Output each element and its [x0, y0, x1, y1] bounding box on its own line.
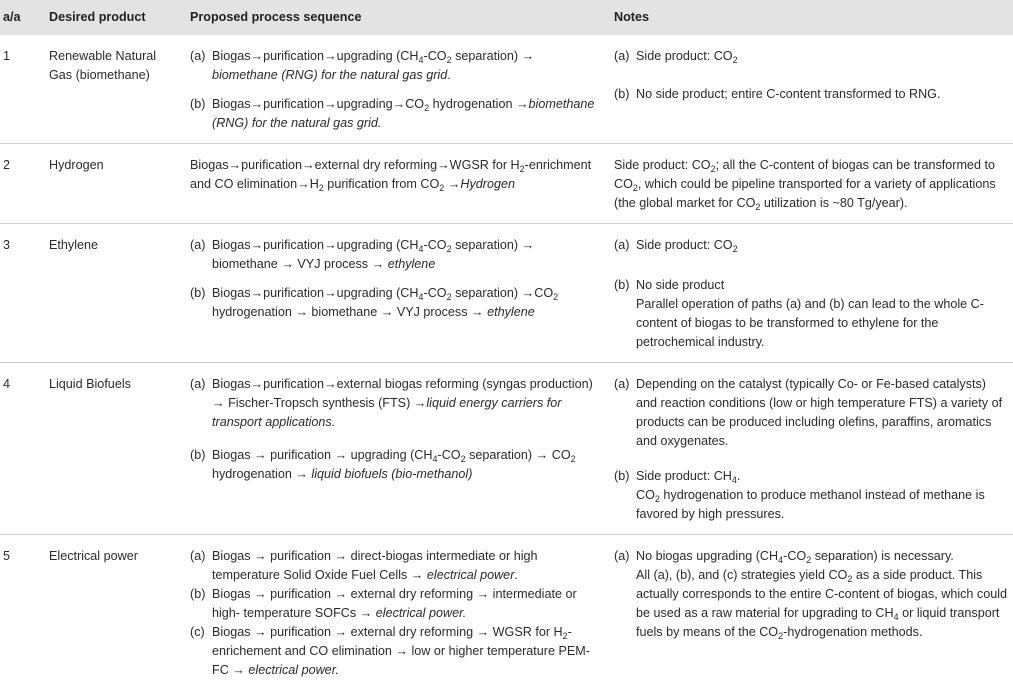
desired-product: Electrical power — [49, 549, 138, 563]
desired-product: Hydrogen — [41, 144, 182, 224]
table-row — [0, 363, 1013, 535]
note-item — [614, 156, 1009, 213]
process-step-text: $Biogas\to purification\to upgrading\to CO_2$ hydrogenation →biomethane (RNG) for the natural gas grid. — [212, 97, 595, 130]
note-item-label: (a) — [614, 238, 630, 252]
process-step — [190, 156, 602, 194]
process-step-text: Biogas → purification → upgrading ($CH_4-CO_2$ separation) → $CO_2$ hydrogenation → liquid biofuels (bio-methanol) — [212, 448, 576, 481]
note-item-text: Side product: $CH_4$. $CO_2$ hydrogenation to produce methanol instead of methane is favored by high pressures. — [636, 469, 985, 521]
notes — [606, 35, 1013, 144]
process-step-label: (b) — [190, 448, 206, 462]
process-step — [190, 375, 602, 432]
process-step-label: (b) — [190, 97, 206, 111]
process-sequence — [182, 35, 606, 144]
process-sequence — [182, 144, 606, 224]
table-row — [0, 224, 1013, 363]
process-step-label: (c) — [190, 625, 205, 639]
note-item — [614, 276, 1009, 352]
process-step-text: Biogas → purification → external dry reforming → WGSR for $H_2$-enrichement and CO elimination → low or higher temperature PEM-FC → electrical power. — [212, 625, 590, 677]
row-number: 4 — [0, 363, 41, 535]
note-item — [614, 467, 1009, 524]
note-item-label: (b) — [614, 469, 630, 483]
process-step-text: Biogas→purification→external dry reforming→WGSR for $H_2$-enrichment and CO $elimination\to H_2$ purification from $CO_2$ →Hydrogen — [190, 158, 592, 193]
row-number: 2 — [0, 144, 41, 224]
process-step — [190, 47, 602, 85]
desired-product: Renewable Natural Gas (biomethane) — [41, 35, 182, 144]
table-row — [0, 144, 1013, 224]
header-process-sequence: Proposed process sequence — [182, 0, 606, 35]
table-row — [0, 535, 1013, 691]
process-step — [190, 95, 602, 133]
note-item-text: No biogas upgrading ($CH_4-CO_2$ separation) is necessary. All (a), (b), and (c) strategies yield $CO_2$ as a side product. This actually corresponds to the entire C-content of biogas, which could be used as a raw material for upgrading to $CH_4$ or liquid transport fuels by means of the $CO_2$-hydrogenation methods. — [636, 549, 1008, 641]
notes — [606, 535, 1013, 691]
process-step-label: (a) — [190, 549, 206, 563]
header-aa: a/a — [0, 0, 41, 35]
desired-product: Liquid Biofuels — [41, 363, 182, 535]
process-step — [190, 547, 602, 585]
process-step-text: Biogas → purification → direct-biogas intermediate or high temperature Solid Oxide Fuel Cells → electrical power. — [212, 549, 538, 582]
process-step-label: (b) — [190, 587, 206, 601]
process-step — [190, 236, 602, 274]
note-item-label: (a) — [614, 549, 630, 563]
note-item-text: Depending on the catalyst (typically Co- or Fe-based catalysts) and reaction conditions (low or high temperature FTS) a variety of products can be produced including olefins, paraffins, aromatics and oxygenates. — [636, 377, 1003, 448]
note-item-text: Side product: $CO_2$; all the C-content of biogas can be transformed to $CO_2$, which could be pipeline transported for a variety of applications (the global market for $CO_2$ utilization is ~80 Tg/year). — [614, 158, 996, 212]
process-step — [190, 623, 602, 680]
process-step-label: (a) — [190, 377, 206, 391]
process-step — [190, 446, 602, 484]
process-step-text: Biogas→purification→external biogas reforming (syngas production) → Fischer-Tropsch synthesis (FTS) →liquid energy carriers for transport applications. — [212, 377, 593, 429]
process-step-text: Biogas→purification→upgrading ($CH_4-CO_2$ separation) $\to CO_2$ hydrogenation → biomethane → VYJ process → ethylene — [212, 286, 559, 319]
note-item — [614, 375, 1009, 451]
note-item — [614, 547, 1009, 642]
row-number: 5 — [3, 549, 11, 563]
notes — [606, 224, 1013, 363]
desired-product: Ethylene — [41, 224, 182, 363]
process-step — [190, 585, 602, 623]
notes — [606, 363, 1013, 535]
process-step-label: (a) — [190, 49, 206, 63]
row-number: 1 — [0, 35, 41, 144]
process-sequence — [182, 363, 606, 535]
process-sequence — [182, 224, 606, 363]
note-item-text: Side product: $CO_2$ — [636, 238, 738, 254]
note-item-label: (b) — [614, 87, 630, 101]
note-item-text: Side product: $CO_2$ — [636, 49, 738, 65]
note-item-text: No side product Parallel operation of paths (a) and (b) can lead to the whole C-content of biogas to be transformed to ethylene for the petrochemical industry. — [636, 278, 984, 349]
note-item-text: No side product; entire C-content transformed to RNG. — [636, 87, 941, 101]
process-step — [190, 284, 602, 322]
header-row — [0, 0, 1013, 35]
process-step-label: (b) — [190, 286, 206, 300]
header-desired-product: Desired product — [41, 0, 182, 35]
note-item — [614, 236, 1009, 255]
note-item — [614, 85, 1009, 104]
note-item-label: (a) — [614, 49, 630, 63]
process-sequence — [182, 535, 606, 691]
note-item-label: (a) — [614, 377, 630, 391]
process-step-text: Biogas → purification → external dry reforming → intermediate or high- temperature SOFCs → electrical power. — [212, 587, 577, 620]
process-step-label: (a) — [190, 238, 206, 252]
process-step-text: Biogas→purification→upgrading ($CH_4-CO_2$ separation) → biomethane → VYJ process → ethylene — [212, 238, 535, 271]
note-item — [614, 47, 1009, 66]
row-number: 3 — [0, 224, 41, 363]
header-notes: Notes — [606, 0, 1013, 35]
note-item-label: (b) — [614, 278, 630, 292]
table-row — [0, 35, 1013, 144]
notes — [606, 144, 1013, 224]
process-step-text: Biogas→purification→upgrading ($CH_4-CO_2$ separation) → biomethane (RNG) for the natural gas grid. — [212, 49, 535, 82]
